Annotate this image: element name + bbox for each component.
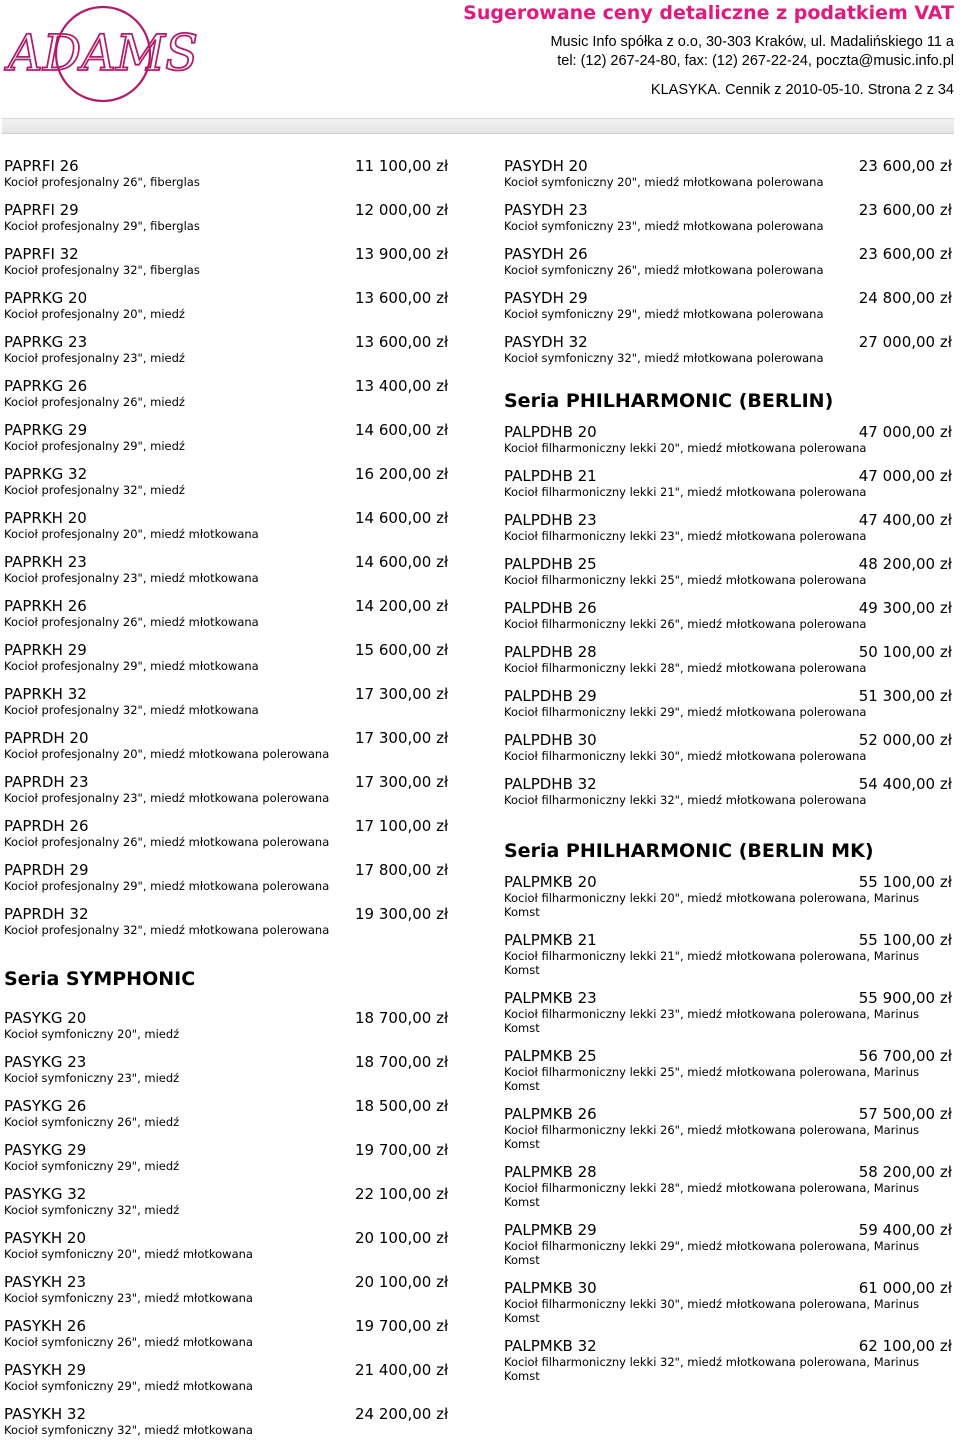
product-description: Kocioł filharmoniczny lekki 25", miedź młotkowana polerowana, Marinus Komst bbox=[504, 1065, 920, 1093]
product-price: 51 300,00 zł bbox=[858, 687, 952, 705]
product-price: 15 600,00 zł bbox=[355, 641, 449, 659]
product-description: Kocioł filharmoniczny lekki 23", miedź młotkowana polerowana, Marinus Komst bbox=[504, 1007, 920, 1035]
product-price: 49 300,00 zł bbox=[858, 599, 952, 617]
product-price: 17 300,00 zł bbox=[355, 773, 449, 791]
product-description: Kocioł profesjonalny 26", miedź bbox=[4, 395, 185, 409]
product-code: PALPMKB 23 bbox=[504, 989, 597, 1007]
product-description: Kocioł profesjonalny 32", fiberglas bbox=[4, 263, 200, 277]
product-price: 57 500,00 zł bbox=[858, 1105, 952, 1123]
price-list-item bbox=[504, 929, 956, 987]
product-price: 18 700,00 zł bbox=[355, 1009, 449, 1027]
product-price: 20 100,00 zł bbox=[355, 1273, 449, 1291]
price-list-item bbox=[504, 685, 956, 729]
product-code: PAPRDH 32 bbox=[4, 905, 89, 923]
product-price: 52 000,00 zł bbox=[858, 731, 952, 749]
product-code: PASYDH 23 bbox=[504, 201, 588, 219]
series-title-symphonic: Seria SYMPHONIC bbox=[4, 968, 196, 990]
product-code: PASYDH 32 bbox=[504, 333, 588, 351]
product-description: Kocioł symfoniczny 26", miedź młotkowana polerowana bbox=[504, 263, 824, 277]
price-list-item bbox=[504, 465, 956, 509]
product-code: PAPRDH 29 bbox=[4, 861, 89, 879]
product-description: Kocioł profesjonalny 29", fiberglas bbox=[4, 219, 200, 233]
product-price: 50 100,00 zł bbox=[858, 643, 952, 661]
product-code: PALPDHB 23 bbox=[504, 511, 597, 529]
price-list-item bbox=[4, 1271, 456, 1315]
product-price: 19 700,00 zł bbox=[355, 1141, 449, 1159]
product-code: PASYKH 32 bbox=[4, 1405, 87, 1423]
product-price: 13 600,00 zł bbox=[355, 289, 449, 307]
product-description: Kocioł filharmoniczny lekki 21", miedź młotkowana polerowana bbox=[504, 485, 867, 499]
product-code: PAPRKH 32 bbox=[4, 685, 87, 703]
product-price: 14 600,00 zł bbox=[355, 421, 449, 439]
product-description: Kocioł filharmoniczny lekki 20", miedź młotkowana polerowana, Marinus Komst bbox=[504, 891, 920, 919]
product-price: 17 100,00 zł bbox=[355, 817, 449, 835]
product-code: PAPRKG 29 bbox=[4, 421, 88, 439]
product-code: PAPRKG 23 bbox=[4, 333, 88, 351]
product-code: PALPDHB 32 bbox=[504, 775, 597, 793]
product-code: PALPMKB 29 bbox=[504, 1221, 597, 1239]
price-list-item bbox=[4, 199, 456, 243]
price-list-item bbox=[4, 683, 456, 727]
price-list-item bbox=[4, 1403, 456, 1447]
product-description: Kocioł symfoniczny 20", miedź młotkowana bbox=[4, 1247, 253, 1261]
product-description: Kocioł profesjonalny 20", miedź młotkowana polerowana bbox=[4, 747, 330, 761]
price-list-item bbox=[504, 1277, 956, 1335]
product-description: Kocioł filharmoniczny lekki 30", miedź młotkowana polerowana, Marinus Komst bbox=[504, 1297, 920, 1325]
product-description: Kocioł profesjonalny 32", miedź młotkowana bbox=[4, 703, 259, 717]
product-price: 48 200,00 zł bbox=[858, 555, 952, 573]
product-price: 47 000,00 zł bbox=[858, 423, 952, 441]
product-price: 16 200,00 zł bbox=[355, 465, 449, 483]
product-price: 14 200,00 zł bbox=[355, 597, 449, 615]
product-code: PAPRFI 32 bbox=[4, 245, 79, 263]
price-list-item bbox=[4, 243, 456, 287]
product-code: PALPDHB 26 bbox=[504, 599, 597, 617]
product-code: PASYKG 29 bbox=[4, 1141, 87, 1159]
price-list-item bbox=[4, 507, 456, 551]
product-price: 19 700,00 zł bbox=[355, 1317, 449, 1335]
document-title: Sugerowane ceny detaliczne z podatkiem VAT bbox=[463, 2, 954, 24]
product-description: Kocioł filharmoniczny lekki 30", miedź młotkowana polerowana bbox=[504, 749, 867, 763]
product-description: Kocioł filharmoniczny lekki 21", miedź młotkowana polerowana, Marinus Komst bbox=[504, 949, 920, 977]
price-list-item bbox=[504, 1045, 956, 1103]
professional-list bbox=[4, 155, 456, 947]
product-code: PALPMKB 26 bbox=[504, 1105, 597, 1123]
product-description: Kocioł profesjonalny 29", miedź bbox=[4, 439, 185, 453]
price-list-item bbox=[4, 1095, 456, 1139]
product-description: Kocioł filharmoniczny lekki 26", miedź młotkowana polerowana bbox=[504, 617, 867, 631]
logo-text: ADAMS bbox=[4, 24, 198, 82]
series-title-berlin-mk: Seria PHILHARMONIC (BERLIN MK) bbox=[504, 840, 874, 862]
product-description: Kocioł symfoniczny 20", miedź bbox=[4, 1027, 180, 1041]
product-description: Kocioł filharmoniczny lekki 25", miedź młotkowana polerowana bbox=[504, 573, 867, 587]
product-code: PAPRDH 20 bbox=[4, 729, 89, 747]
product-description: Kocioł symfoniczny 26", miedź bbox=[4, 1115, 180, 1129]
product-description: Kocioł profesjonalny 26", fiberglas bbox=[4, 175, 200, 189]
price-list-item bbox=[4, 1183, 456, 1227]
product-description: Kocioł symfoniczny 29", miedź młotkowana bbox=[4, 1379, 253, 1393]
price-list-item bbox=[4, 331, 456, 375]
product-description: Kocioł filharmoniczny lekki 32", miedź młotkowana polerowana bbox=[504, 793, 867, 807]
product-price: 13 900,00 zł bbox=[355, 245, 449, 263]
product-code: PALPMKB 32 bbox=[504, 1337, 597, 1355]
product-price: 14 600,00 zł bbox=[355, 553, 449, 571]
price-list-item bbox=[4, 375, 456, 419]
product-description: Kocioł filharmoniczny lekki 28", miedź młotkowana polerowana, Marinus Komst bbox=[504, 1181, 920, 1209]
product-code: PASYKG 32 bbox=[4, 1185, 87, 1203]
price-list-item bbox=[504, 421, 956, 465]
product-description: Kocioł symfoniczny 20", miedź młotkowana polerowana bbox=[504, 175, 824, 189]
product-description: Kocioł profesjonalny 29", miedź młotkowana bbox=[4, 659, 259, 673]
left-column bbox=[4, 155, 456, 1447]
product-description: Kocioł profesjonalny 26", miedź młotkowana bbox=[4, 615, 259, 629]
product-description: Kocioł profesjonalny 32", miedź bbox=[4, 483, 185, 497]
price-list-item bbox=[504, 641, 956, 685]
price-list-item bbox=[504, 1335, 956, 1393]
product-price: 61 000,00 zł bbox=[858, 1279, 952, 1297]
price-list-item bbox=[504, 1161, 956, 1219]
product-code: PASYKH 20 bbox=[4, 1229, 87, 1247]
product-code: PAPRDH 23 bbox=[4, 773, 89, 791]
price-list-item bbox=[504, 729, 956, 773]
price-list-item bbox=[504, 509, 956, 553]
product-code: PAPRKG 32 bbox=[4, 465, 88, 483]
product-code: PASYKH 29 bbox=[4, 1361, 87, 1379]
product-price: 24 800,00 zł bbox=[858, 289, 952, 307]
price-list-item bbox=[4, 595, 456, 639]
price-list-item bbox=[504, 287, 956, 331]
product-description: Kocioł profesjonalny 23", miedź młotkowana bbox=[4, 571, 259, 585]
product-description: Kocioł filharmoniczny lekki 20", miedź młotkowana polerowana bbox=[504, 441, 867, 455]
product-price: 55 100,00 zł bbox=[858, 931, 952, 949]
product-price: 17 300,00 zł bbox=[355, 685, 449, 703]
product-price: 13 600,00 zł bbox=[355, 333, 449, 351]
price-list-item bbox=[4, 463, 456, 507]
product-code: PAPRKH 29 bbox=[4, 641, 87, 659]
series-title-berlin: Seria PHILHARMONIC (BERLIN) bbox=[504, 390, 834, 412]
product-description: Kocioł filharmoniczny lekki 26", miedź młotkowana polerowana, Marinus Komst bbox=[504, 1123, 920, 1151]
product-description: Kocioł profesjonalny 23", miedź młotkowana polerowana bbox=[4, 791, 330, 805]
product-code: PASYKG 26 bbox=[4, 1097, 87, 1115]
product-code: PAPRKG 20 bbox=[4, 289, 88, 307]
product-price: 18 700,00 zł bbox=[355, 1053, 449, 1071]
price-list-item bbox=[4, 903, 456, 947]
price-list-item bbox=[4, 1227, 456, 1271]
product-description: Kocioł symfoniczny 32", miedź bbox=[4, 1203, 180, 1217]
product-code: PAPRKH 26 bbox=[4, 597, 87, 615]
price-list-item bbox=[504, 199, 956, 243]
product-description: Kocioł profesjonalny 23", miedź bbox=[4, 351, 185, 365]
product-description: Kocioł filharmoniczny lekki 23", miedź młotkowana polerowana bbox=[504, 529, 867, 543]
product-code: PASYKH 23 bbox=[4, 1273, 87, 1291]
product-price: 24 200,00 zł bbox=[355, 1405, 449, 1423]
product-price: 55 100,00 zł bbox=[858, 873, 952, 891]
page-reference: KLASYKA. Cennik z 2010-05-10. Strona 2 z 34 bbox=[650, 82, 954, 98]
adams-logo bbox=[2, 4, 204, 104]
product-description: Kocioł profesjonalny 29", miedź młotkowana polerowana bbox=[4, 879, 330, 893]
product-price: 23 600,00 zł bbox=[858, 201, 952, 219]
price-list-item bbox=[4, 1359, 456, 1403]
product-price: 12 000,00 zł bbox=[355, 201, 449, 219]
product-code: PALPMKB 28 bbox=[504, 1163, 597, 1181]
product-description: Kocioł symfoniczny 32", miedź młotkowana polerowana bbox=[504, 351, 824, 365]
product-code: PAPRFI 29 bbox=[4, 201, 79, 219]
product-code: PALPDHB 20 bbox=[504, 423, 597, 441]
price-list-item bbox=[504, 597, 956, 641]
product-price: 23 600,00 zł bbox=[858, 157, 952, 175]
product-code: PAPRKH 23 bbox=[4, 553, 87, 571]
price-list-item bbox=[504, 553, 956, 597]
price-list-item bbox=[504, 331, 956, 375]
product-code: PALPDHB 25 bbox=[504, 555, 597, 573]
price-list-item bbox=[4, 815, 456, 859]
product-price: 18 500,00 zł bbox=[355, 1097, 449, 1115]
product-code: PALPMKB 20 bbox=[504, 873, 597, 891]
price-list-item bbox=[4, 155, 456, 199]
product-code: PALPMKB 25 bbox=[504, 1047, 597, 1065]
product-code: PAPRKH 20 bbox=[4, 509, 87, 527]
product-price: 11 100,00 zł bbox=[355, 157, 449, 175]
price-list-item bbox=[504, 1219, 956, 1277]
product-description: Kocioł symfoniczny 23", miedź młotkowana bbox=[4, 1291, 253, 1305]
product-description: Kocioł profesjonalny 32", miedź młotkowana polerowana bbox=[4, 923, 330, 937]
company-address: Music Info spółka z o.o, 30-303 Kraków, ul. Madalińskiego 11 a bbox=[550, 34, 954, 50]
product-description: Kocioł profesjonalny 26", miedź młotkowana polerowana bbox=[4, 835, 330, 849]
product-description: Kocioł symfoniczny 32", miedź młotkowana bbox=[4, 1423, 253, 1437]
price-list-item bbox=[4, 639, 456, 683]
price-list-item bbox=[4, 1139, 456, 1183]
price-list-item bbox=[504, 1103, 956, 1161]
company-contact: tel: (12) 267-24-80, fax: (12) 267-22-24, poczta@music.info.pl bbox=[557, 53, 954, 69]
product-code: PASYDH 29 bbox=[504, 289, 588, 307]
product-code: PAPRDH 26 bbox=[4, 817, 89, 835]
price-list-item bbox=[504, 871, 956, 929]
symphonic-list bbox=[4, 1007, 456, 1447]
product-description: Kocioł symfoniczny 23", miedź młotkowana polerowana bbox=[504, 219, 824, 233]
product-code: PAPRFI 26 bbox=[4, 157, 79, 175]
product-price: 58 200,00 zł bbox=[858, 1163, 952, 1181]
product-price: 54 400,00 zł bbox=[858, 775, 952, 793]
product-price: 55 900,00 zł bbox=[858, 989, 952, 1007]
product-description: Kocioł profesjonalny 20", miedź młotkowana bbox=[4, 527, 259, 541]
berlin-list bbox=[504, 421, 956, 817]
product-code: PALPDHB 30 bbox=[504, 731, 597, 749]
product-code: PAPRKG 26 bbox=[4, 377, 88, 395]
product-price: 59 400,00 zł bbox=[858, 1221, 952, 1239]
price-list-item bbox=[4, 551, 456, 595]
product-price: 13 400,00 zł bbox=[355, 377, 449, 395]
product-price: 20 100,00 zł bbox=[355, 1229, 449, 1247]
header-divider bbox=[2, 118, 954, 134]
product-description: Kocioł symfoniczny 23", miedź bbox=[4, 1071, 180, 1085]
product-code: PASYKG 20 bbox=[4, 1009, 87, 1027]
product-price: 47 000,00 zł bbox=[858, 467, 952, 485]
product-price: 17 300,00 zł bbox=[355, 729, 449, 747]
product-code: PALPDHB 21 bbox=[504, 467, 597, 485]
price-list-item bbox=[504, 155, 956, 199]
product-code: PALPMKB 21 bbox=[504, 931, 597, 949]
product-price: 14 600,00 zł bbox=[355, 509, 449, 527]
product-description: Kocioł filharmoniczny lekki 32", miedź młotkowana polerowana, Marinus Komst bbox=[504, 1355, 920, 1383]
product-code: PALPDHB 28 bbox=[504, 643, 597, 661]
product-code: PASYKH 26 bbox=[4, 1317, 87, 1335]
price-list-item bbox=[4, 771, 456, 815]
product-price: 17 800,00 zł bbox=[355, 861, 449, 879]
price-list-item bbox=[504, 773, 956, 817]
product-description: Kocioł symfoniczny 26", miedź młotkowana bbox=[4, 1335, 253, 1349]
product-description: Kocioł filharmoniczny lekki 29", miedź młotkowana polerowana bbox=[504, 705, 867, 719]
berlin-mk-list bbox=[504, 871, 956, 1393]
price-list-item bbox=[4, 419, 456, 463]
product-price: 27 000,00 zł bbox=[858, 333, 952, 351]
product-description: Kocioł symfoniczny 29", miedź bbox=[4, 1159, 180, 1173]
price-list-item bbox=[4, 859, 456, 903]
product-price: 21 400,00 zł bbox=[355, 1361, 449, 1379]
product-price: 23 600,00 zł bbox=[858, 245, 952, 263]
product-description: Kocioł profesjonalny 20", miedź bbox=[4, 307, 185, 321]
product-description: Kocioł filharmoniczny lekki 28", miedź młotkowana polerowana bbox=[504, 661, 867, 675]
product-code: PASYDH 26 bbox=[504, 245, 588, 263]
product-price: 62 100,00 zł bbox=[858, 1337, 952, 1355]
price-list-item bbox=[4, 287, 456, 331]
price-list-item bbox=[4, 1007, 456, 1051]
price-list-item bbox=[504, 987, 956, 1045]
price-list-item bbox=[4, 1051, 456, 1095]
product-description: Kocioł filharmoniczny lekki 29", miedź młotkowana polerowana, Marinus Komst bbox=[504, 1239, 920, 1267]
product-code: PALPDHB 29 bbox=[504, 687, 597, 705]
product-description: Kocioł symfoniczny 29", miedź młotkowana polerowana bbox=[504, 307, 824, 321]
price-list-item bbox=[504, 243, 956, 287]
product-price: 47 400,00 zł bbox=[858, 511, 952, 529]
product-price: 22 100,00 zł bbox=[355, 1185, 449, 1203]
right-column bbox=[504, 155, 956, 1393]
product-code: PASYDH 20 bbox=[504, 157, 588, 175]
product-code: PALPMKB 30 bbox=[504, 1279, 597, 1297]
product-code: PASYKG 23 bbox=[4, 1053, 87, 1071]
price-list-item bbox=[4, 1315, 456, 1359]
product-price: 19 300,00 zł bbox=[355, 905, 449, 923]
price-list-item bbox=[4, 727, 456, 771]
product-price: 56 700,00 zł bbox=[858, 1047, 952, 1065]
symphonic-polished-list bbox=[504, 155, 956, 375]
